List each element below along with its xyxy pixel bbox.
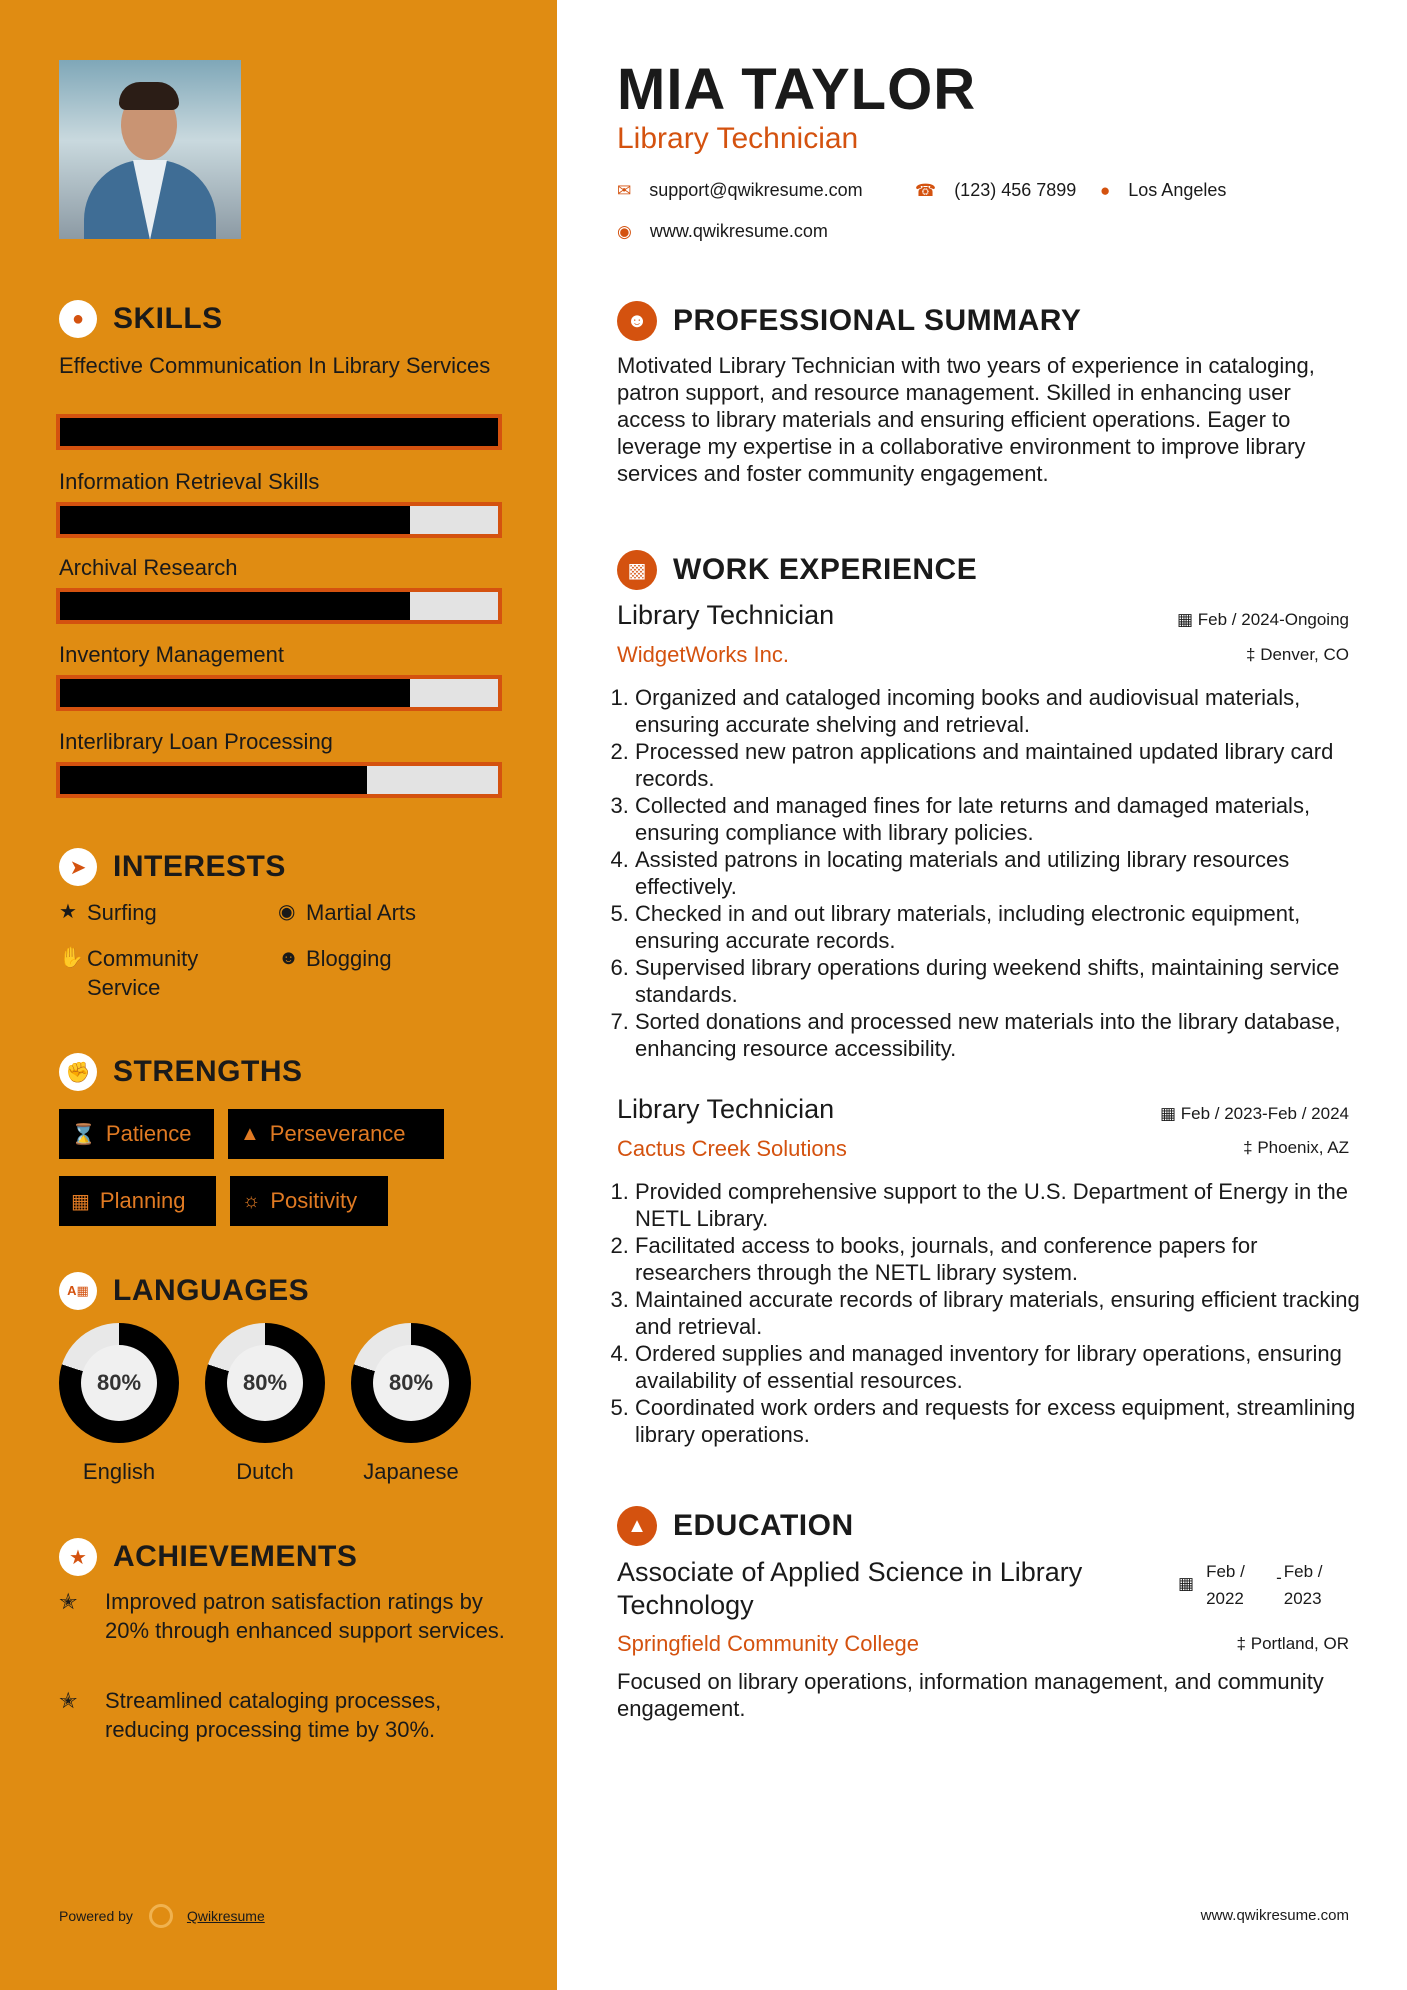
interest-label: Martial Arts [306, 900, 417, 925]
website-text[interactable]: www.qwikresume.com [649, 221, 828, 241]
language-name: Japanese [363, 1459, 459, 1484]
language-ring [59, 1323, 179, 1443]
education-heading [617, 1506, 854, 1546]
duty-item: 3. Collected and managed fines for late returns and damaged materials, ensuring compliance with library policies. [635, 792, 1365, 846]
briefcase-icon: ▩ [617, 550, 657, 590]
strength-label: Patience [105, 1121, 192, 1146]
skill-name: Information Retrieval Skills [59, 469, 320, 494]
skill-bar-fill [60, 506, 410, 534]
contact-email [617, 180, 863, 201]
sun-icon: ☼ [242, 1189, 261, 1212]
interest-item [278, 944, 498, 973]
skill-bar [56, 675, 502, 711]
duty-item: 1. Organized and cataloged incoming books and audiovisual materials, ensuring accurate shelving and retrieval. [635, 684, 1365, 738]
edu-degree: Associate of Applied Science in Library Technology [617, 1557, 1083, 1620]
duty-item: 4. Assisted patrons in locating materials and utilizing library resources effectively. [635, 846, 1365, 900]
interest-label: Community Service [87, 946, 199, 1000]
star-icon: ★ [59, 901, 77, 923]
skill-bar-fill [60, 766, 367, 794]
graduation-cap-icon: ▲ [617, 1506, 657, 1546]
achievement-item [59, 1587, 509, 1645]
duty-item: 1. Provided comprehensive support to the U.S. Department of Energy in the NETL Library. [635, 1178, 1365, 1232]
summary-text: Motivated Library Technician with two years of experience in cataloging, patron support, and resource management. Skilled in enhancing user access to library materials and ensuring efficient operations. Eager to leverage my expertise in a collaborative environment to improve library services and foster community engagement. [617, 353, 1315, 486]
achievements-heading [59, 1538, 357, 1576]
job-title: Library Technician [617, 1094, 835, 1124]
contact-phone [915, 180, 1076, 201]
job-title: Library Technician [617, 600, 835, 630]
summary-title: PROFESSIONAL SUMMARY [673, 304, 1082, 337]
strengths-title: STRENGTHS [113, 1055, 303, 1088]
skill-name: Archival Research [59, 555, 238, 580]
interest-label: Surfing [87, 900, 157, 925]
globe-icon: ◉ [278, 901, 296, 923]
edu-location-text: Portland, OR [1250, 1634, 1349, 1653]
strength-tag [59, 1176, 216, 1226]
hourglass-icon: ⌛ [71, 1123, 96, 1146]
language-name: English [82, 1459, 156, 1484]
languages-title: LANGUAGES [113, 1274, 310, 1307]
road-icon: ▲ [240, 1122, 260, 1145]
skill-bar-fill [60, 679, 410, 707]
strength-tag [228, 1109, 444, 1159]
duty-item: 7. Sorted donations and processed new materials into the library database, enhancing resource accessibility. [635, 1008, 1365, 1062]
calendar-icon: ▦ [1176, 610, 1194, 629]
hand-icon: ✋ [59, 947, 84, 969]
calendar-icon: ▦ [1159, 1104, 1177, 1123]
job-date [1160, 1104, 1349, 1124]
phone-text: (123) 456 7899 [954, 180, 1077, 200]
edu-date-start: Feb / 2022 [1206, 1562, 1245, 1608]
skill-bar-fill [60, 592, 410, 620]
job-location [1243, 1138, 1349, 1158]
summary-heading [617, 301, 1081, 341]
strength-label: Positivity [270, 1188, 358, 1213]
language-percent: 80% [81, 1345, 157, 1421]
skills-heading [59, 300, 223, 338]
interests-title: INTERESTS [113, 850, 286, 883]
skill-bar [56, 502, 502, 538]
edu-school: Springfield Community College [617, 1631, 920, 1656]
interests-heading [59, 848, 286, 886]
edu-location [1237, 1634, 1349, 1654]
language-ring [205, 1323, 325, 1443]
edu-date-end: Feb / 2023 [1283, 1562, 1323, 1608]
paper-plane-icon: ➤ [59, 848, 97, 886]
strength-tag [59, 1109, 214, 1159]
users-icon: ☻ [278, 947, 300, 969]
achievements-title: ACHIEVEMENTS [113, 1540, 358, 1573]
skill-name: Effective Communication In Library Services [59, 353, 491, 378]
strength-tag [230, 1176, 388, 1226]
job-company: WidgetWorks Inc. [617, 642, 789, 667]
duty-item: 3. Maintained accurate records of library materials, ensuring efficient tracking and retrieval. [635, 1286, 1365, 1340]
pin-icon: ‡ [1236, 1634, 1246, 1653]
envelope-icon: ✉ [617, 180, 632, 200]
contact-location [1100, 180, 1226, 201]
skill-bar [56, 414, 502, 450]
interest-label: Blogging [306, 946, 392, 971]
edu-date-sep: - [1276, 1568, 1282, 1587]
map-pin-icon: ● [1100, 180, 1111, 200]
strengths-heading [59, 1053, 303, 1091]
achievement-item [59, 1686, 509, 1744]
language-ring [351, 1323, 471, 1443]
lightbulb-icon: ● [59, 300, 97, 338]
language-percent: 80% [227, 1345, 303, 1421]
strength-label: Perseverance [269, 1121, 406, 1146]
powered-by [59, 1904, 265, 1928]
profile-photo [59, 60, 241, 239]
duty-item: 2. Processed new patron applications and maintained updated library card records. [635, 738, 1365, 792]
brand-link[interactable]: Qwikresume [186, 1908, 265, 1924]
location-text: Los Angeles [1128, 180, 1227, 200]
duty-item: 4. Ordered supplies and managed inventory for library operations, ensuring availability of essential resources. [635, 1340, 1365, 1394]
star-icon: ✭ [59, 1589, 78, 1614]
star-icon: ✭ [59, 1688, 78, 1713]
phone-icon: ☎ [915, 180, 937, 200]
job-location-text: Denver, CO [1260, 645, 1349, 664]
calendar-icon: ▦ [1178, 1574, 1195, 1593]
duty-item: 5. Coordinated work orders and requests for excess equipment, streamlining library operations. [635, 1394, 1365, 1448]
candidate-name: MIA TAYLOR [617, 57, 977, 122]
skill-bar [56, 762, 502, 798]
duty-item: 2. Facilitated access to books, journals, and conference papers for researchers through the NETL library system. [635, 1232, 1365, 1286]
experience-heading [617, 550, 977, 590]
languages-heading [59, 1272, 309, 1310]
skill-name: Inventory Management [59, 642, 285, 667]
footer-url[interactable]: www.qwikresume.com [1200, 1907, 1349, 1924]
calendar-icon: ▦ [71, 1190, 90, 1213]
achievement-text: Improved patron satisfaction ratings by 20% through enhanced support services. [105, 1589, 505, 1643]
job-date [1177, 610, 1349, 630]
interest-item [59, 944, 259, 1002]
skill-bar-fill [60, 418, 498, 446]
job-location-text: Phoenix, AZ [1257, 1138, 1349, 1157]
translate-icon: A▦ [59, 1272, 97, 1310]
strength-label: Planning [99, 1188, 186, 1213]
pin-icon: ‡ [1245, 645, 1256, 664]
interest-item [59, 898, 259, 927]
skill-bar [56, 588, 502, 624]
job-date-text: Feb / 2023-Feb / 2024 [1180, 1104, 1349, 1123]
edu-date [1178, 1558, 1344, 1612]
experience-title: WORK EXPERIENCE [673, 553, 978, 586]
fist-icon: ✊ [59, 1053, 97, 1091]
email-text[interactable]: support@qwikresume.com [649, 180, 863, 200]
powered-by-label: Powered by [59, 1908, 133, 1924]
sidebar [0, 0, 557, 1990]
edu-description: Focused on library operations, information management, and community engagement. [617, 1669, 1324, 1721]
language-name: Dutch [236, 1459, 294, 1484]
skill-name: Interlibrary Loan Processing [59, 729, 333, 754]
duty-item: 5. Checked in and out library materials, including electronic equipment, ensuring accurate records. [635, 900, 1365, 954]
job-duties [617, 1178, 1365, 1448]
job-company: Cactus Creek Solutions [617, 1136, 847, 1161]
candidate-role: Library Technician [617, 122, 859, 155]
job-location [1246, 645, 1349, 665]
achievement-text: Streamlined cataloging processes, reducing processing time by 30%. [105, 1688, 442, 1742]
duty-item: 6. Supervised library operations during weekend shifts, maintaining service standards. [635, 954, 1365, 1008]
award-star-icon: ★ [59, 1538, 97, 1576]
globe-icon: ◉ [617, 221, 632, 241]
interest-item [278, 898, 498, 927]
language-percent: 80% [373, 1345, 449, 1421]
job-duties [617, 684, 1365, 1062]
contact-website [617, 221, 828, 242]
job-date-text: Feb / 2024-Ongoing [1197, 610, 1349, 629]
education-title: EDUCATION [673, 1509, 854, 1542]
user-icon: ☻ [617, 301, 657, 341]
pin-icon: ‡ [1243, 1138, 1253, 1157]
skills-title: SKILLS [113, 302, 223, 335]
qwikresume-logo-icon [149, 1904, 173, 1928]
